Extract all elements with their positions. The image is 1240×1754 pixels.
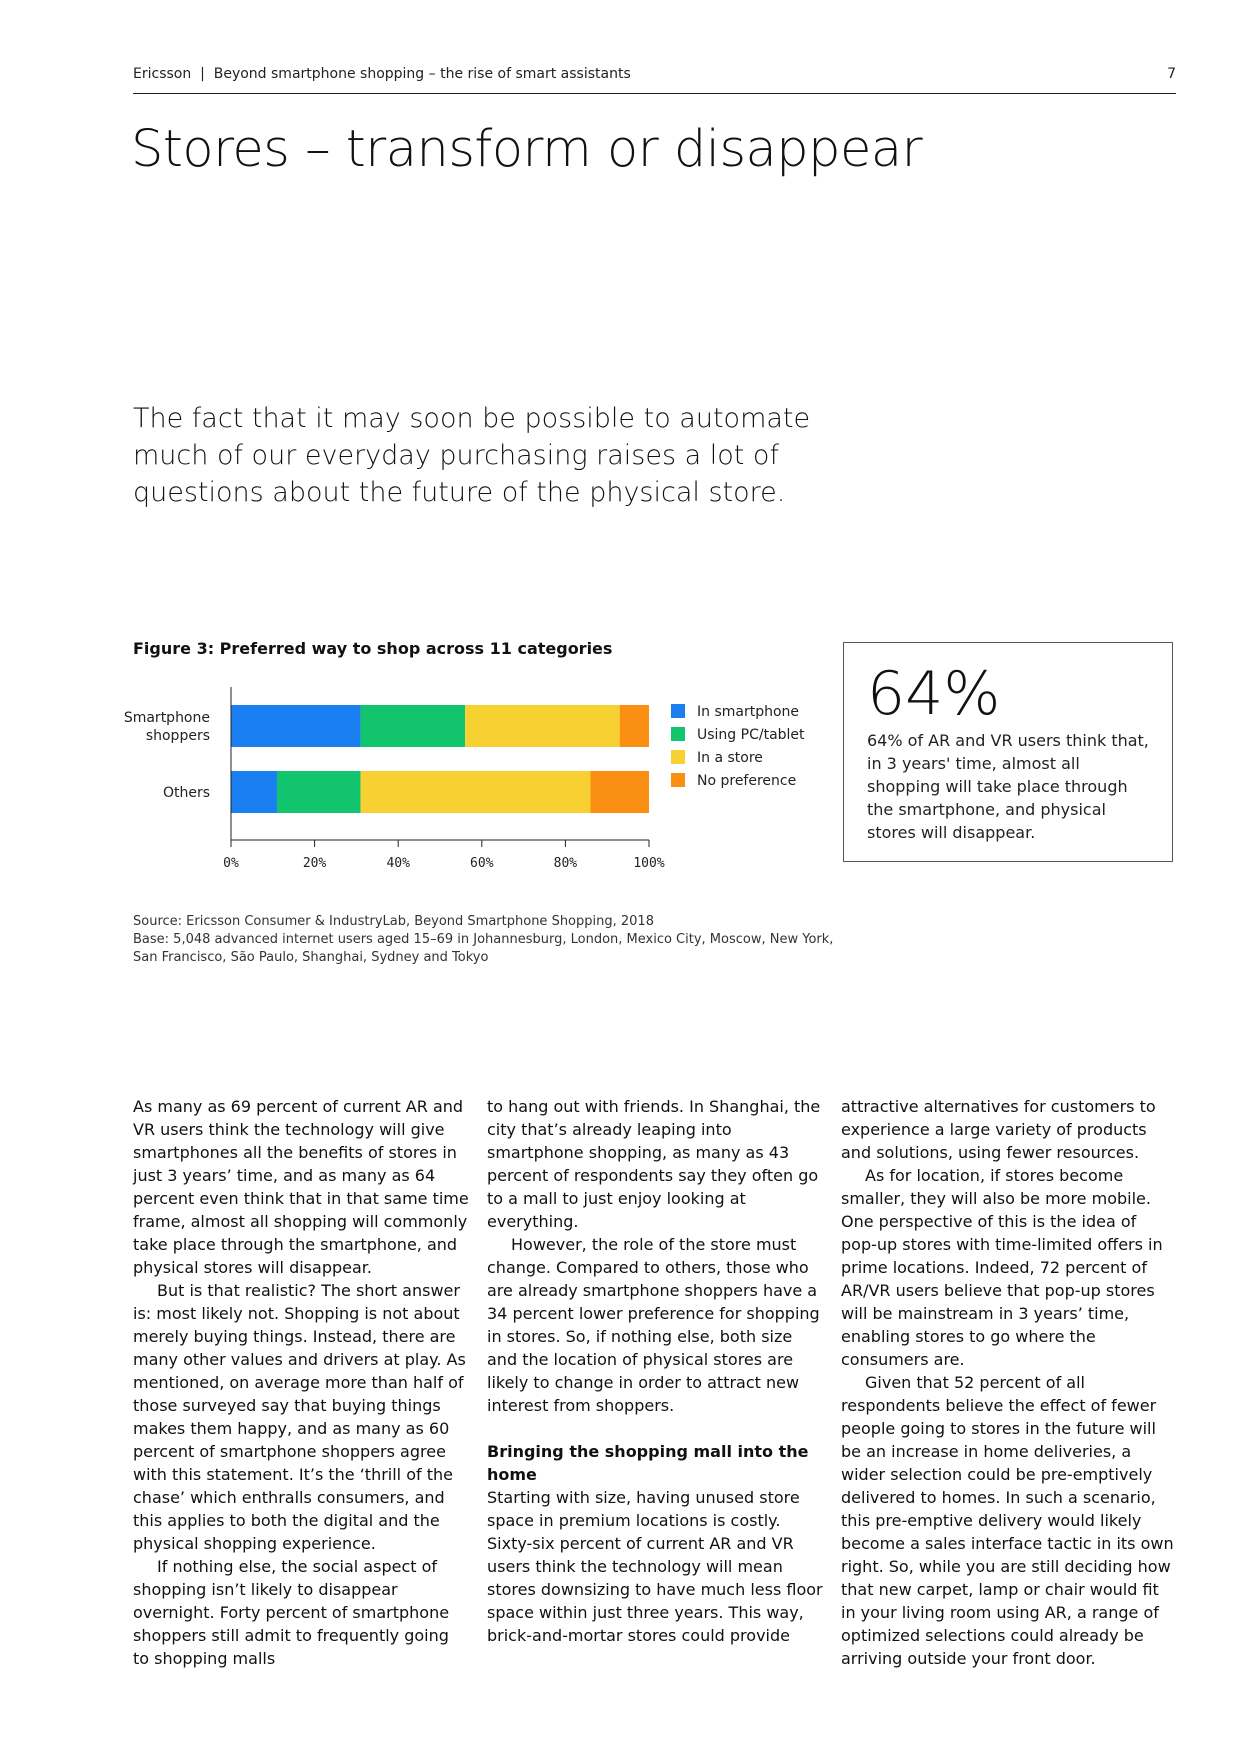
legend-swatch <box>671 704 685 718</box>
legend-label: No preference <box>697 773 797 789</box>
bar-segment <box>361 771 591 813</box>
stacked-bar-chart <box>120 680 820 885</box>
stat-value: 64% <box>867 659 1001 729</box>
figure-title: Figure 3: Preferred way to shop across 11 categories <box>133 639 613 658</box>
running-header <box>133 66 1176 82</box>
legend-label: In smartphone <box>697 704 800 720</box>
paragraph: attractive alternatives for customers to experience a large variety of products and solutions, using fewer resources. <box>841 1097 1156 1162</box>
base-line: Base: 5,048 advanced internet users aged 15–69 in Johannesburg, London, Mexico City, Moscow, New York, San Francisco, São Paulo, Shanghai, Sydney and Tokyo <box>133 932 834 965</box>
category-label: shoppers <box>145 728 210 744</box>
stat-text: 64% of AR and VR users think that, in 3 years' time, almost all shopping will take place through the smartphone, and physical stores will disappear. <box>867 731 1149 842</box>
body-column-3 <box>841 1095 1177 1670</box>
body-column-2 <box>487 1095 823 1647</box>
category-label: Others <box>162 785 210 801</box>
bar-segment <box>465 705 620 747</box>
figure-source <box>133 913 853 967</box>
paragraph: If nothing else, the social aspect of shopping isn’t likely to disappear overnight. Forty percent of smartphone shoppers still admit to frequently going to shopping malls <box>133 1557 450 1668</box>
x-tick-label: 80% <box>553 856 578 871</box>
x-tick-label: 40% <box>386 856 410 871</box>
stat-callout <box>843 642 1173 862</box>
paragraph: to hang out with friends. In Shanghai, the city that’s already leaping into smartphone shopping, as many as 43 percent of respondents say they often go to a mall to just enjoy looking at everything. <box>487 1097 821 1231</box>
bar-segment <box>590 771 649 813</box>
legend-swatch <box>671 727 685 741</box>
intro-paragraph: The fact that it may soon be possible to automate much of our everyday purchasing raises a lot of questions about the future of the physical store. <box>133 403 811 508</box>
bar-segment <box>231 705 361 747</box>
bar-segment <box>231 771 277 813</box>
x-tick-label: 100% <box>633 856 665 871</box>
x-tick-label: 0% <box>223 856 239 871</box>
legend-label: Using PC/tablet <box>697 727 805 743</box>
paragraph: However, the role of the store must change. Compared to others, those who are already smartphone shoppers have a 34 percent lower preference for shopping in stores. So, if nothing else, both size and the location of physical stores are likely to change in order to attract new interest from shoppers. <box>487 1235 820 1415</box>
paragraph: As for location, if stores become smaller, they will also be more mobile. One perspective of this is the idea of pop-up stores with time-limited offers in prime locations. Indeed, 72 percent of AR/VR users believe that pop-up stores will be mainstream in 3 years’ time, enabling stores to go where the consumers are. <box>841 1166 1163 1369</box>
page-number: 7 <box>1167 66 1176 82</box>
source-line: Source: Ericsson Consumer & IndustryLab, Beyond Smartphone Shopping, 2018 <box>133 914 654 929</box>
category-label: Smartphone <box>123 710 210 726</box>
running-title: Ericsson | Beyond smartphone shopping – the rise of smart assistants <box>133 66 631 82</box>
section-heading: Bringing the shopping mall into the home <box>487 1442 809 1484</box>
legend-swatch <box>671 750 685 764</box>
legend-label: In a store <box>697 750 763 766</box>
paragraph: Starting with size, having unused store space in premium locations is costly. Sixty-six percent of current AR and VR users think the technology will mean stores downsizing to have much less floor space within just three years. This way, brick-and-mortar stores could provide <box>487 1488 823 1645</box>
body-column-1 <box>133 1095 469 1670</box>
page-title: Stores – transform or disappear <box>131 120 923 179</box>
header-rule <box>133 93 1176 94</box>
paragraph: But is that realistic? The short answer is: most likely not. Shopping is not about merely buying things. Instead, there are many other values and drivers at play. As mentioned, on average more than half of those surveyed say that buying things makes them happy, and as many as 60 percent of smartphone shoppers agree with this statement. It’s the ‘thrill of the chase’ which enthralls consumers, and this applies to both the digital and the physical shopping experience. <box>133 1281 466 1553</box>
bar-segment <box>620 705 649 747</box>
paragraph: Given that 52 percent of all respondents believe the effect of fewer people going to stores in the future will be an increase in home deliveries, a wider selection could be pre-emptively delivered to homes. In such a scenario, this pre-emptive delivery would likely become a sales interface tactic in its own right. So, while you are still deciding how that new carpet, lamp or chair would fit in your living room using AR, a range of optimized selections could already be arriving outside your front door. <box>841 1373 1174 1668</box>
x-tick-label: 20% <box>302 856 327 871</box>
legend-swatch <box>671 773 685 787</box>
bar-segment <box>361 705 466 747</box>
x-tick-label: 60% <box>470 856 494 871</box>
bar-segment <box>277 771 361 813</box>
paragraph: As many as 69 percent of current AR and VR users think the technology will give smartphones all the benefits of stores in just 3 years’ time, and as many as 64 percent even think that in that same time frame, almost all shopping will commonly take place through the smartphone, and physical stores will disappear. <box>133 1097 469 1277</box>
